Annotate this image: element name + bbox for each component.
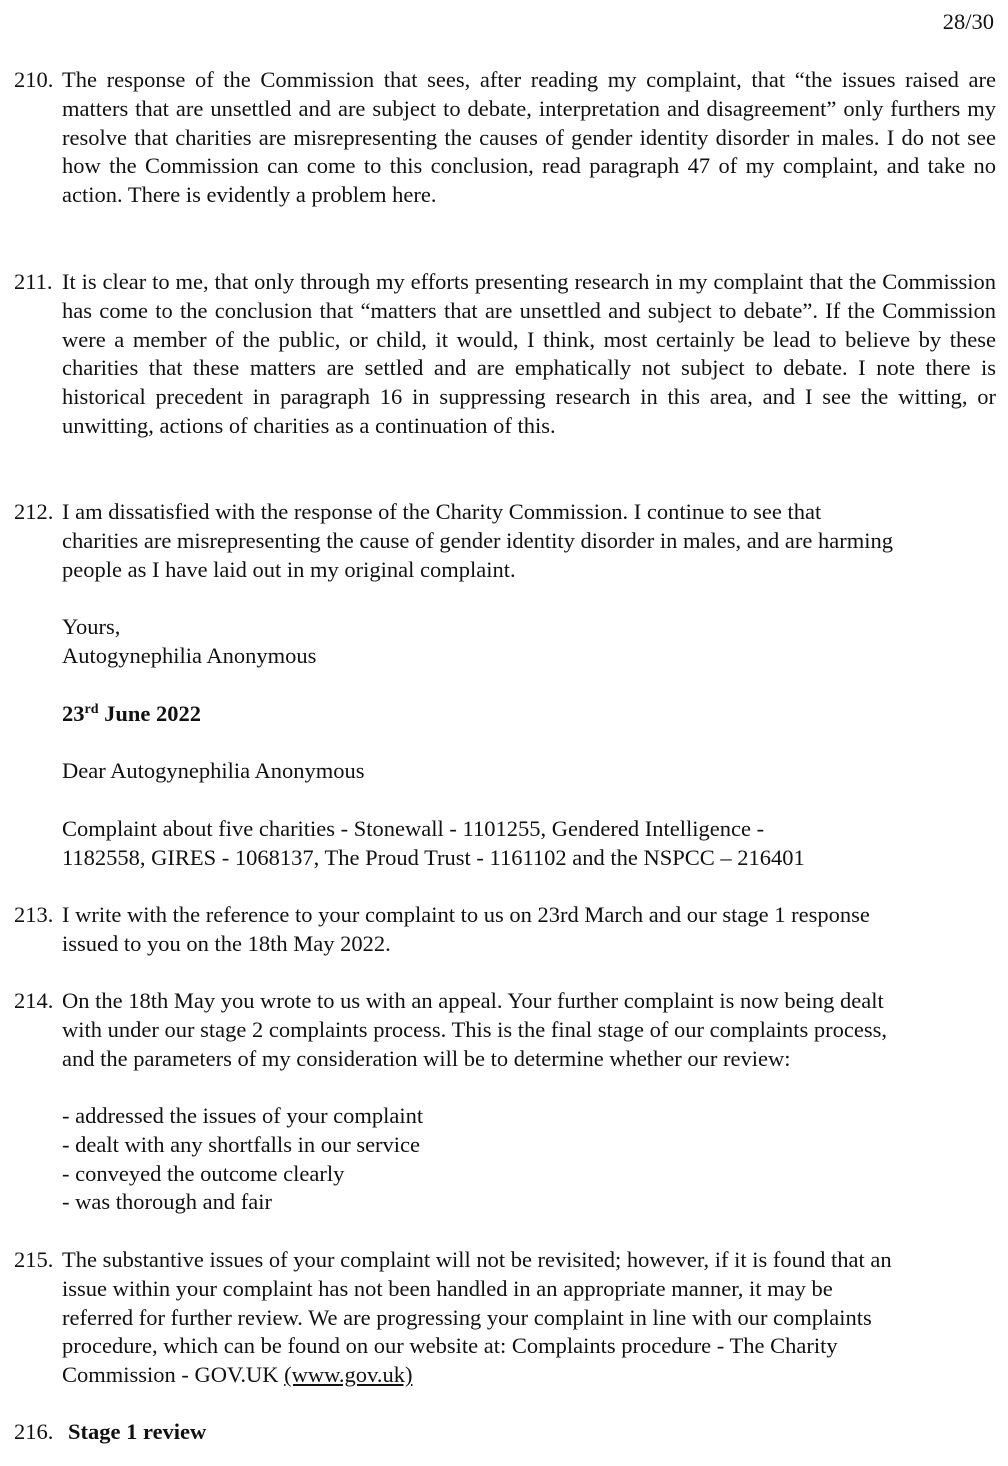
list-item: - was thorough and fair [62, 1189, 272, 1215]
paragraph-210 [14, 66, 996, 210]
date-suffix: rd [84, 702, 99, 717]
paragraph-text: The response of the Commission that sees, after reading my complaint, that “the issues raised are matters that are unsettled and are subject to debate, interpretation and disagreement” only furthers my resolve that charities are misrepresenting the causes of gender identity disorder in males. I do not see how the Commission can come to this conclusion, read paragraph 47 of my complaint, and take no action. There is evidently a problem here. [62, 67, 996, 208]
paragraph-215 [14, 1246, 996, 1390]
paragraph-211 [14, 268, 996, 441]
paragraph-line: people as I have laid out in my original complaint. [62, 556, 516, 582]
subject-line: Complaint about five charities - Stonewall - 1101255, Gendered Intelligence - [62, 816, 765, 841]
line-prefix: Commission - GOV.UK [62, 1362, 285, 1388]
paragraph-line: and the parameters of my consideration will be to determine whether our review: [62, 1045, 791, 1071]
paragraph-line: referred for further review. We are progressing your complaint in line with our complaints [62, 1304, 872, 1330]
letter-date [62, 700, 992, 729]
paragraph-line: issue within your complaint has not been handled in an appropriate manner, it may be [62, 1275, 833, 1301]
list-item: - dealt with any shortfalls in our service [62, 1131, 421, 1157]
paragraph-number: 213. [14, 902, 54, 927]
signoff [62, 613, 992, 671]
page-number: 28/30 [942, 9, 994, 34]
paragraph-214 [14, 987, 996, 1073]
paragraph-line: issued to you on the 18th May 2022. [62, 930, 391, 956]
paragraph-number: 210. [14, 67, 54, 92]
salutation: Dear Autogynephilia Anonymous [62, 758, 365, 783]
subject [62, 815, 992, 873]
paragraph-number: 215. [14, 1247, 54, 1272]
paragraph-text: It is clear to me, that only through my efforts presenting research in my complaint that the Commission has come to the conclusion that “matters that are unsettled and subject to debate”. If the Commission were a member of the public, or child, it would, I think, most certainly be lead to believe by these charities that these matters are settled and are emphatically not subject to debate. I note there is historical precedent in paragraph 16 in suppressing research in this area, and I see the witting, or unwitting, actions of charities as a continuation of this. [62, 269, 996, 438]
closing: Yours, [62, 614, 121, 639]
paragraph-line: I am dissatisfied with the response of the Charity Commission. I continue to see that [62, 499, 822, 524]
paragraph-213 [14, 901, 996, 959]
paragraph-number: 212. [14, 499, 54, 524]
paragraph-line: charities are misrepresenting the cause of gender identity disorder in males, and are harming [62, 527, 893, 553]
paragraph-line: The substantive issues of your complaint will not be revisited; however, if it is found that an [62, 1247, 892, 1272]
paragraph-216 [14, 1418, 996, 1447]
signoff-name: Autogynephilia Anonymous [62, 642, 317, 668]
date-rest: June 2022 [104, 701, 202, 726]
paragraph-line: On the 18th May you wrote to us with an appeal. Your further complaint is now being dealt [62, 988, 884, 1013]
paragraph-number: 214. [14, 988, 54, 1013]
paragraph-line: procedure, which can be found on our website at: Complaints procedure - The Charity [62, 1333, 838, 1359]
gov-uk-link[interactable]: (www.gov.uk) [284, 1362, 413, 1388]
list-item: - conveyed the outcome clearly [62, 1160, 345, 1186]
paragraph-line: I write with the reference to your complaint to us on 23rd March and our stage 1 response [62, 902, 870, 927]
paragraph-line [62, 1361, 996, 1390]
paragraph-212 [14, 498, 996, 584]
paragraph-number: 216. [14, 1419, 54, 1444]
paragraph-line: with under our stage 2 complaints process. This is the final stage of our complaints process, [62, 1016, 888, 1042]
list-item: - addressed the issues of your complaint [62, 1103, 424, 1128]
section-heading: Stage 1 review [68, 1419, 207, 1444]
date-day: 23 [62, 701, 85, 726]
paragraph-number: 211. [14, 269, 53, 294]
review-criteria-list [62, 1102, 992, 1217]
subject-line: 1182558, GIRES - 1068137, The Proud Trust - 1161102 and the NSPCC – 216401 [62, 844, 805, 870]
